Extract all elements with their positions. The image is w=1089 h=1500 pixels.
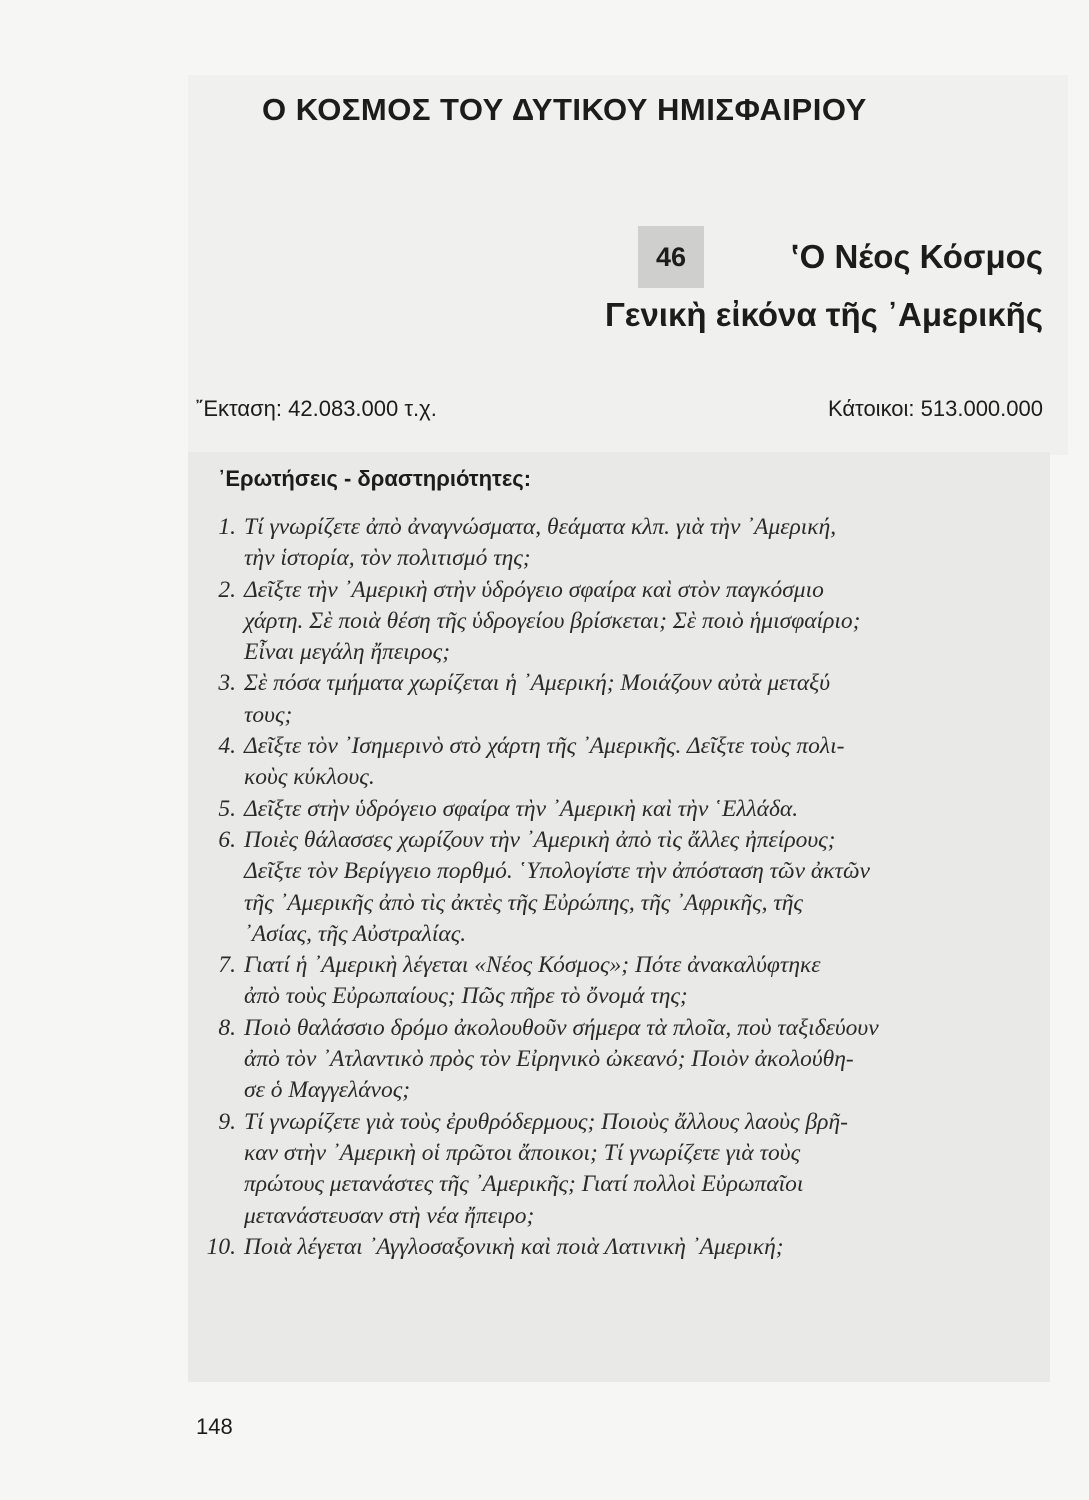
question-text-line: τους; xyxy=(244,701,293,728)
page-number: 148 xyxy=(196,1414,233,1439)
question-item xyxy=(200,1013,1052,1107)
question-text-line: Δεῖξτε τὴν ᾿Αμερικὴ στὴν ὑδρόγειο σφαίρα καὶ στὸν παγκόσμιο xyxy=(244,576,824,603)
questions-heading: ᾿Ερωτήσεις - δραστηριότητες: xyxy=(218,466,532,491)
question-item xyxy=(200,668,1052,731)
question-text-line: Ποιὸ θαλάσσιο δρόμο ἀκολουθοῦν σήμερα τὰ πλοῖα, ποὺ ταξιδεύουν xyxy=(244,1014,879,1041)
question-text-line: Δεῖξτε τὸν ᾿Ισημερινὸ στὸ χάρτη τῆς ᾿Αμερικῆς. Δεῖξτε τοὺς πολι- xyxy=(244,733,845,760)
chapter-number-badge: 46 xyxy=(638,226,704,288)
question-text-line: Γιατί ἡ ᾿Αμερικὴ λέγεται «Νέος Κόσμος»; Πότε ἀνακαλύφτηκε xyxy=(244,952,821,979)
question-text-line: κοὺς κύκλους. xyxy=(244,764,375,791)
question-text-line: ἀπὸ τὸν ᾿Ατλαντικὸ πρὸς τὸν Εἰρηνικὸ ὠκεανό; Ποιὸν ἀκολούθη- xyxy=(244,1046,854,1073)
question-item xyxy=(200,575,1052,669)
question-number: 2. xyxy=(218,576,236,603)
question-item xyxy=(200,512,1052,575)
question-text-line: χάρτη. Σὲ ποιὰ θέση τῆς ὑδρογείου βρίσκεται; Σὲ ποιὸ ἡμισφαίριο; xyxy=(244,607,861,634)
question-number: 8. xyxy=(218,1014,236,1041)
question-item xyxy=(200,950,1052,1013)
question-item xyxy=(200,1232,1052,1263)
question-text-line: Τί γνωρίζετε γιὰ τοὺς ἐρυθρόδερμους; Ποιοὺς ἄλλους λαοὺς βρῆ- xyxy=(244,1108,848,1135)
question-text-line: σε ὁ Μαγγελάνος; xyxy=(244,1077,411,1104)
question-text-line: πρώτους μετανάστες τῆς ᾿Αμερικῆς; Γιατί πολλοὶ Εὐρωπαῖοι xyxy=(244,1171,804,1198)
question-item xyxy=(200,794,1052,825)
question-number: 1. xyxy=(218,514,236,540)
question-number: 4. xyxy=(218,733,236,760)
question-number: 5. xyxy=(218,795,236,822)
question-text-line: Τί γνωρίζετε ἀπὸ ἀναγνώσματα, θεάματα κλπ. γιὰ τὴν ᾿Αμερική, xyxy=(244,514,837,540)
chapter-title: ʽΟ Νέος Κόσμος xyxy=(790,238,1043,275)
question-text-line: Ποιὰ λέγεται ᾿Αγγλοσαξονικὴ καὶ ποιὰ Λατινικὴ ᾿Αμερική; xyxy=(244,1233,784,1260)
question-text-line: τῆς ᾿Αμερικῆς ἀπὸ τὶς ἀκτὲς τῆς Εὐρώπης, τῆς ᾿Αφρικῆς, τῆς xyxy=(244,889,803,916)
question-text-line: ἀπὸ τοὺς Εὐρωπαίους; Πῶς πῆρε τὸ ὄνομά της; xyxy=(244,983,688,1010)
question-number: 3. xyxy=(218,670,236,697)
question-text-line: Σὲ πόσα τμήματα χωρίζεται ἡ ᾿Αμερική; Μοιάζουν αὐτὰ μεταξύ xyxy=(244,670,831,697)
question-text-line: ᾿Ασίας, τῆς Αὐστραλίας. xyxy=(244,920,467,947)
question-item xyxy=(200,731,1052,794)
question-number: 9. xyxy=(218,1108,236,1135)
questions-list xyxy=(200,512,1052,1263)
question-text-line: Δεῖξτε στὴν ὑδρόγειο σφαίρα τὴν ᾿Αμερικὴ καὶ τὴν ῾Ελλάδα. xyxy=(244,795,799,822)
question-text-line: μετανάστευσαν στὴ νέα ἤπειρο; xyxy=(244,1202,535,1229)
question-item xyxy=(200,825,1052,950)
question-text-line: τὴν ἱστορία, τὸν πολιτισμό της; xyxy=(244,545,531,572)
question-number: 6. xyxy=(218,826,236,853)
question-text-line: Ποιὲς θάλασσες χωρίζουν τὴν ᾿Αμερικὴ ἀπὸ τὶς ἄλλες ἠπείρους; xyxy=(244,826,836,853)
question-number: 7. xyxy=(218,952,236,979)
book-title: Ο ΚΟΣΜΟΣ ΤΟΥ ΔΥΤΙΚΟΥ ΗΜΙΣΦΑΙΡΙΟΥ xyxy=(262,92,867,127)
question-number: 10. xyxy=(206,1233,236,1260)
question-text-line: καν στὴν ᾿Αμερικὴ οἱ πρῶτοι ἄποικοι; Τί γνωρίζετε γιὰ τοὺς xyxy=(244,1139,801,1166)
question-text-line: Δεῖξτε τὸν Βερίγγειο πορθμό. ῾Υπολογίστε τὴν ἀπόσταση τῶν ἀκτῶν xyxy=(244,858,870,885)
area-stat: ῎Εκταση: 42.083.000 τ.χ. xyxy=(196,396,437,421)
question-text-line: Εἶναι μεγάλη ἤπειρος; xyxy=(244,639,451,666)
question-item xyxy=(200,1107,1052,1232)
chapter-subtitle: Γενικὴ εἰκόνα τῆς ᾿Αμερικῆς xyxy=(604,296,1043,333)
population-stat: Κάτοικοι: 513.000.000 xyxy=(827,396,1043,421)
